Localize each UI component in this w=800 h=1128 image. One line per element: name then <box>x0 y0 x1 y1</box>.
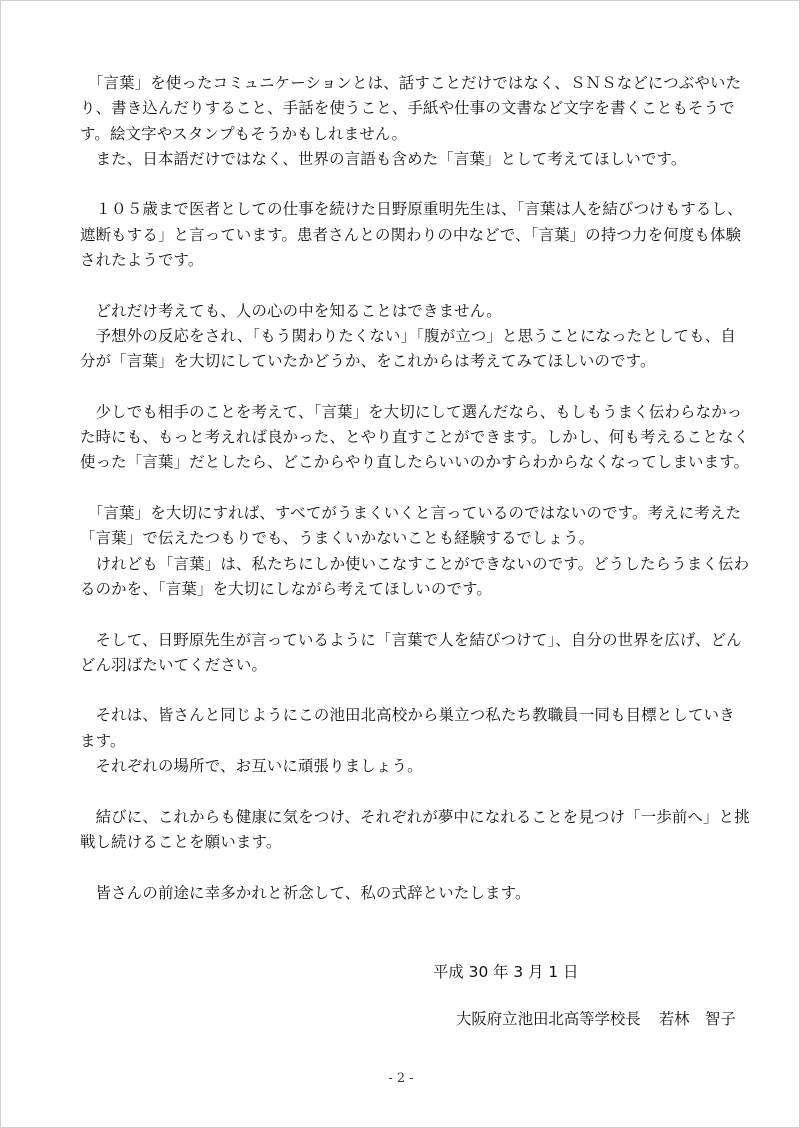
page-number: - 2 - <box>388 1071 414 1086</box>
paragraph-13: 皆さんの前途に幸多かれと祈念して、私の式辞といたします。 <box>80 883 531 902</box>
paragraph-11: それぞれの場所で、お互いに頑張りましょう。 <box>80 757 423 776</box>
paragraph-9: そして、日野原先生が言っているように「言葉で人を結びつけて」、自分の世界を広げ、どんどん羽ばたいてください。 <box>80 630 742 674</box>
signature-name: 若林 智子 <box>658 1010 736 1028</box>
paragraph-12: 結びに、これからも健康に気をつけ、それぞれが夢中になれることを見つけ「一歩前へ」と挑戦し続けることを願います。 <box>80 807 750 851</box>
paragraph-5: 予想外の反応をされ、「もう関わりたくない」「腹が立つ」と思うことになったとしても、自分が「言葉」を大切にしていたかどうか、をこれからは考えてみてほしいのです。 <box>80 326 736 371</box>
paragraph-10: それは、皆さんと同じようにこの池田北高校から巣立つ私たち教職員一同も目標としていきます。 <box>80 706 735 750</box>
document-date: 平成 30 年 3 月 1 日 <box>433 963 579 981</box>
paragraph-1: 「言葉」を使ったコミュニケーションとは、話すことだけではなく、ＳＮＳなどにつぶやいたり、書き込んだりすること、手話を使うこと、手紙や仕事の文書など文字を書くこともそうです。絵文字やスタンプもそうかもしれません。 <box>80 74 742 143</box>
signature-block <box>456 1008 736 1030</box>
speech-body <box>80 71 750 906</box>
paragraph-7: 「言葉」を大切にすれば、すべてがうまくいくと言っているのではないのです。考えに考えた「言葉」で伝えたつもりでも、うまくいかないことも経験するでしょう。 <box>80 504 742 548</box>
paragraph-4: どれだけ考えても、人の心の中を知ることはできません。 <box>80 301 502 320</box>
paragraph-8: けれども「言葉」は、私たちにしか使いこなすことができないのです。どうしたらうまく伝わるのかを、「言葉」を大切にしながら考えてほしいのです。 <box>80 554 750 598</box>
paragraph-3: １０５歳まで医者としての仕事を続けた日野原重明先生は、「言葉は人を結びつけもするし、遮断もする」と言っています。患者さんとの関わりの中などで、「言葉」の持つ力を何度も体験されたようです。 <box>80 200 743 270</box>
paragraph-2: また、日本語だけではなく、世界の言語も含めた「言葉」として考えてほしいです。 <box>80 149 687 168</box>
paragraph-6: 少しでも相手のことを考えて、「言葉」を大切にして選んだなら、もしもうまく伝わらなかった時にも、もっと考えれば良かった、とやり直すことができます。しかし、何も考えることなく使った「言葉」だとしたら、どこからやり直したらいいのかすらわからなくなってしまいます。 <box>80 402 750 472</box>
signature-title: 大阪府立池田北高等学校長 <box>456 1010 641 1028</box>
